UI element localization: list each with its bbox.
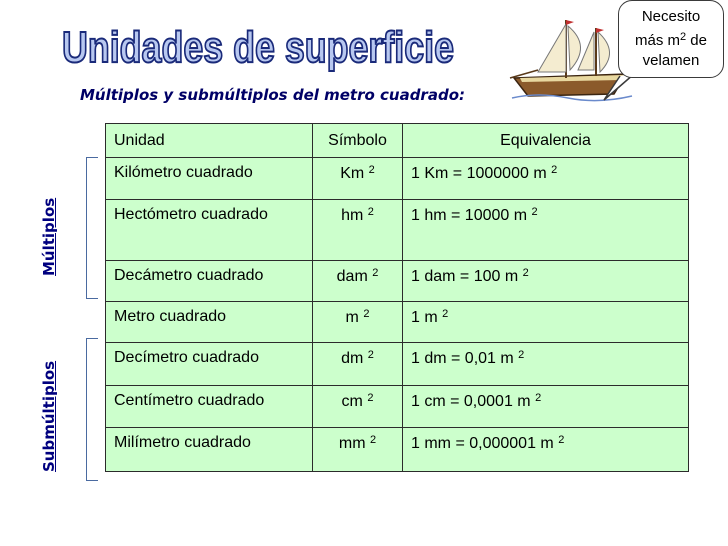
equivalence-cell: 1 dm = 0,01 m $^2$: [403, 343, 689, 386]
multiplos-label: Múltiplos: [40, 197, 58, 276]
subtitle: Múltiplos y submúltiplos del metro cuadrado:: [80, 86, 465, 104]
symbol-cell: Km $^2$: [313, 158, 403, 200]
symbol-cell: m $^2$: [313, 302, 403, 343]
table-row: [106, 428, 689, 472]
unit-cell: Kilómetro cuadrado: [106, 158, 313, 200]
symbol-cell: dm $^2$: [313, 343, 403, 386]
equivalence-cell: 1 m $^2$: [403, 302, 689, 343]
units-table: [105, 123, 689, 472]
equivalence-cell: 1 hm = 10000 m $^2$: [403, 200, 689, 261]
table-row: [106, 302, 689, 343]
header-simbolo: Símbolo: [313, 124, 403, 158]
unit-cell: Decámetro cuadrado: [106, 261, 313, 302]
table-header-row: [106, 124, 689, 158]
table-row: [106, 261, 689, 302]
speech-bubble: [618, 0, 724, 78]
page-title: [62, 14, 462, 76]
page-title-text: Unidades de superficie: [62, 23, 454, 72]
symbol-cell: cm $^2$: [313, 386, 403, 428]
speech-bubble-line1: Necesito: [641, 8, 701, 25]
table-row: [106, 158, 689, 200]
speech-bubble-line2: más $m^2$ de: [635, 31, 707, 49]
unit-cell: Centímetro cuadrado: [106, 386, 313, 428]
equivalence-cell: 1 dam = 100 m $^2$: [403, 261, 689, 302]
header-equivalencia: Equivalencia: [403, 124, 689, 158]
submultiplos-bracket: [86, 338, 98, 481]
equivalence-cell: 1 Km = 1000000 m $^2$: [403, 158, 689, 200]
submultiplos-label: Submúltiplos: [40, 360, 58, 472]
unit-cell: Hectómetro cuadrado: [106, 200, 313, 261]
header-unidad: Unidad: [106, 124, 313, 158]
equivalence-cell: 1 mm = 0,000001 m $^2$: [403, 428, 689, 472]
unit-cell: Metro cuadrado: [106, 302, 313, 343]
table-row: [106, 343, 689, 386]
symbol-cell: dam $^2$: [313, 261, 403, 302]
equivalence-cell: 1 cm = 0,0001 m $^2$: [403, 386, 689, 428]
table-row: [106, 386, 689, 428]
symbol-cell: mm $^2$: [313, 428, 403, 472]
multiplos-bracket: [86, 157, 98, 299]
table-row: [106, 200, 689, 261]
unit-cell: Milímetro cuadrado: [106, 428, 313, 472]
speech-bubble-line3: velamen: [642, 52, 700, 69]
unit-cell: Decímetro cuadrado: [106, 343, 313, 386]
symbol-cell: hm $^2$: [313, 200, 403, 261]
